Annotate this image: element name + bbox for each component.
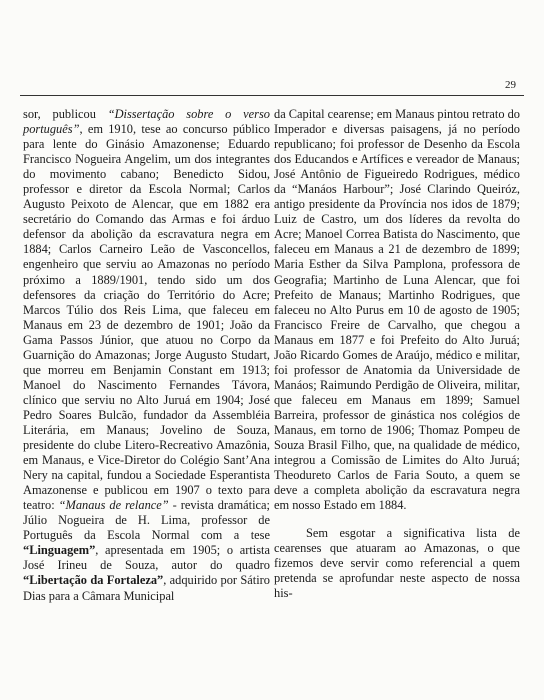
- text-run: “Dissertação sobre o verso português”: [23, 107, 270, 137]
- text-run: - revista dramática; Júlio Nogueira de H. Lima, professor de Português da Escola Normal com a tese: [23, 498, 270, 543]
- text-run: , em 1910, tese ao concurso público para lente do Ginásio Amazonense; Eduardo Francisco Nogueira Angelim, um dos integrantes do movimento cabano; Benedicto Sidou, professor e diretor da Escola Normal; Carlos Augusto Peixoto de Alencar, que em 1882 era secretário do Comando das Armas e foi árduo defensor da abolição da escravatura negra em 1884; Carlos Carneiro Leão de Vasconcellos, engenheiro que serviu ao Amazonas no período próximo a 1889/1901, tendo sido um dos defensores da criação do Território do Acre; Marcos Túlio dos Reis Lima, que faleceu em Manaus em 23 de dezembro de 1901; João da Gama Passos Júnior, que atuou no Corpo da Guarnição do Amazonas; Jorge Augusto Studart, que morreu em Benjamin Constant em 1913; Manoel do Nascimento Fernandes Távora, clínico que serviu no Alto Juruá em 1904; José Pedro Soares Bulcão, fundador da Assembléia Literária, em Manaus; Jovelino de Souza, presidente do clube Litero-Recreativo Amazônia, em Manaus, e Vice-Diretor do Colégio Sant’Ana Nery na capital, fundou a Sociedade Esperantista Amazonense e publicou em 1907 o texto para teatro:: [23, 122, 270, 513]
- page-number: 29: [505, 79, 516, 91]
- right-column: [274, 107, 520, 602]
- text-run: , adquirido por Sátiro Dias para a Câmara Municipal: [23, 573, 270, 603]
- right-paragraph-1: [274, 107, 520, 513]
- right-paragraph-2: [274, 526, 520, 601]
- text-run: “Libertação da Fortaleza”: [23, 573, 164, 588]
- text-run: Sem esgotar a significativa lista de cearenses que atuaram ao Amazonas, o que fizemos deve servir como referencial a quem pretenda se aprofundar neste aspecto de nossa his-: [274, 526, 520, 601]
- text-run: , apresentada em 1905; o artista José Irineu de Souza, autor do quadro: [23, 543, 270, 573]
- header-rule: [20, 95, 524, 96]
- text-run: “Manaus de relance”: [58, 498, 169, 513]
- text-run: da Capital cearense; em Manaus pintou retrato do Imperador e diversas paisagens, já no período republicano; foi professor de Desenho da Escola dos Educandos e Artífices e vereador de Manaus; José Antônio de Figueiredo Rodrigues, médico da “Manáos Harbour”; José Clarindo Queiróz, antigo presidente da Província nos idos de 1879; Luiz de Castro, um dos líderes da revolta do Acre; Manoel Correa Batista do Nascimento, que faleceu em Manaus a 21 de dezembro de 1899; Maria Esther da Silva Pamplona, professora de Geografia; Martinho de Luna Alencar, que foi Prefeito de Manaus; Martinho Rodrigues, que faleceu no Alto Purus em 10 de agosto de 1905; Francisco Freire de Carvalho, que chegou a Manaus em 1877 e foi Prefeito do Alto Juruá; João Ricardo Gomes de Araújo, médico e militar, foi professor de Anatomia da Universidade de Manáos; Raimundo Perdigão de Oliveira, militar, que faleceu em Manaus em 1899; Samuel Barreira, professor de ginástica nos colégios de Manaus, em torno de 1906; Thomaz Pompeu de Souza Brasil Filho, que, na qualidade de médico, integrou a Comissão de Limites do Alto Juruá; Theodureto Carlos de Faria Souto, a quem se deve a completa abolição da escravatura negra em nosso Estado em 1884.: [274, 107, 521, 513]
- left-column: [23, 107, 270, 604]
- text-run: “Linguagem”: [23, 543, 96, 558]
- text-run: sor, publicou: [23, 107, 108, 121]
- left-paragraph: [23, 107, 270, 604]
